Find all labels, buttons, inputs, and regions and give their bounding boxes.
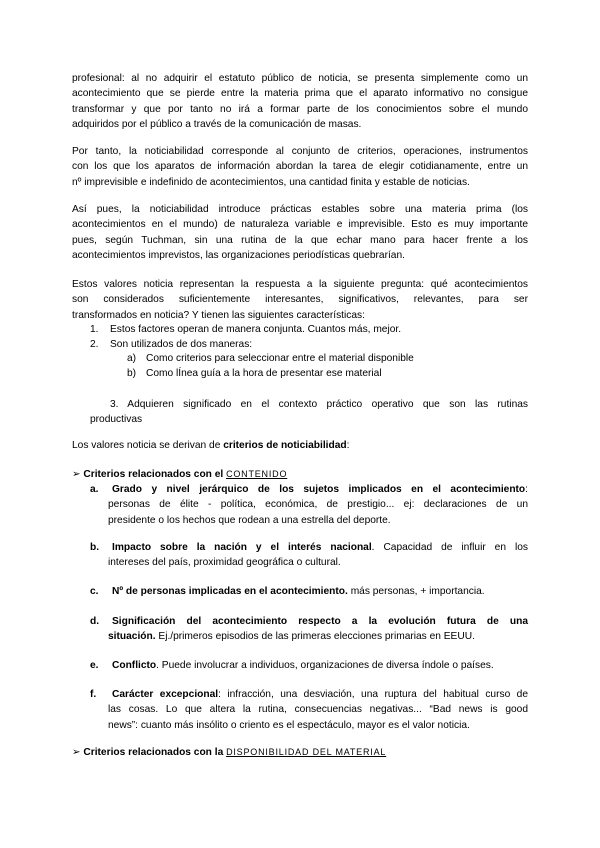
criterion-a xyxy=(90,482,528,528)
section-heading-contenido xyxy=(72,467,287,482)
text-line: transformar y que por tanto no irá a formar parte de los conocimientos sobre el mundo xyxy=(72,103,528,115)
derivation-keyword: criterios de noticiabilidad xyxy=(223,440,347,451)
criterion-line: news”: cuanto más insólito o criento es el espectáculo, mayor es el valor noticia. xyxy=(108,719,470,731)
text-line: profesional: al no adquirir el estatuto público de noticia, se presenta simplemente como un xyxy=(72,73,528,84)
criterion-d xyxy=(90,614,528,645)
section-heading-prefix: Criterios relacionados con la xyxy=(83,747,227,758)
list-number: 1. xyxy=(90,324,99,335)
criterion-title: Nº de personas implicadas en el acontecimiento. xyxy=(112,586,348,597)
paragraph-profesional xyxy=(72,71,528,132)
text-line: adquiridos por el público a través de la comunicación de masas. xyxy=(72,118,362,130)
sublist-label: b) xyxy=(127,368,137,379)
criterion-text: más personas, + importancia. xyxy=(347,586,485,597)
criterion-b xyxy=(90,540,528,571)
paragraph-noticiabilidad xyxy=(72,144,528,190)
criterion-f xyxy=(90,687,528,733)
arrow-bullet-icon: ➢ xyxy=(72,469,81,480)
text-line: Así pues, la noticiabilidad introduce prácticas estables sobre una materia prima (los xyxy=(72,204,528,215)
criterion-c xyxy=(90,584,528,599)
criterion-line xyxy=(90,482,528,497)
criterion-title: Carácter excepcional xyxy=(112,689,219,700)
criterion-text: Ej./primeros episodios de las primeras elecciones primarias en EEUU. xyxy=(155,631,475,643)
text-line: productivas xyxy=(90,414,143,426)
text-line: nº imprevisible e indefinido de acontecimientos, una cantidad finita y estable de noticias. xyxy=(72,176,470,188)
criterion-label: e. xyxy=(90,660,99,671)
section-heading-disponibilidad xyxy=(72,745,386,760)
criterion-line: personas de élite - política, económica, de prestigio... ej: declaraciones de un xyxy=(108,499,528,511)
section-heading-keyword: CONTENIDO xyxy=(226,469,288,479)
sublist-item-text: Como criterios para seleccionar entre el material disponible xyxy=(146,353,414,364)
text-line: Estos valores noticia representan la respuesta a la siguiente pregunta: qué acontecimientos xyxy=(72,279,528,290)
criterion-label: c. xyxy=(90,586,99,597)
paragraph-valores-noticia xyxy=(72,277,528,323)
criterion-label: a. xyxy=(90,484,99,495)
list-number: 2. xyxy=(90,339,99,350)
text-line: 3. Adquieren significado en el contexto práctico operativo que son las rutinas xyxy=(110,399,528,410)
criterion-title: Significación del acontecimiento respecto a la evolución futura de una xyxy=(112,616,528,627)
criterion-line: intereses del país, proximidad geográfica o cultural. xyxy=(108,557,341,569)
text-line: con los que los aparatos de información abordan la tarea de elegir cotidianamente, entre un xyxy=(72,161,528,173)
criterion-line xyxy=(90,540,528,555)
criterion-text: . Puede involucrar a individuos, organizaciones de diversa índole o países. xyxy=(156,660,494,671)
text-line: Por tanto, la noticiabilidad corresponde al conjunto de criterios, operaciones, instrumentos xyxy=(72,146,528,157)
criterion-text: : infracción, una desviación, una ruptura del habitual curso de xyxy=(218,689,529,700)
criterion-line xyxy=(90,687,528,702)
arrow-bullet-icon: ➢ xyxy=(72,747,81,758)
derivation-prefix: Los valores noticia se derivan de xyxy=(72,440,224,451)
criterion-line xyxy=(90,614,528,629)
criterion-title: Grado y nivel jerárquico de los sujetos implicados en el acontecimiento xyxy=(112,484,526,495)
criterion-line xyxy=(108,629,528,644)
criterion-label: b. xyxy=(90,542,100,553)
sublist-label: a) xyxy=(127,353,137,364)
text-line: acontecimientos imprevistos, las organizaciones periodísticas quebrarían. xyxy=(72,249,405,261)
criterion-line: las cosas. Lo que altera la rutina, consecuencias negativas... “Bad news is good xyxy=(108,704,528,716)
criterion-text: . Capacidad de influir en los xyxy=(371,542,528,553)
derivation-suffix: : xyxy=(346,440,350,451)
criterion-label: f. xyxy=(90,689,97,700)
text-line: son considerados suficientemente interesantes, significativos, relevantes, para ser xyxy=(72,294,528,306)
list-item-3 xyxy=(90,397,528,428)
sublist-item-text: Como lÍnea guía a la hora de presentar ese material xyxy=(146,368,382,379)
text-line: transformados en noticia? Y tienen las siguientes características: xyxy=(72,309,365,321)
criterion-line xyxy=(90,584,528,599)
text-line: acontecimiento que se pierde entre la materia prima que el aparato informativo no consigue xyxy=(72,88,528,100)
derivation-sentence xyxy=(72,438,349,453)
list-item-text: Estos factores operan de manera conjunta. Cuantos más, mejor. xyxy=(110,324,402,335)
criterion-label: d. xyxy=(90,616,100,627)
criterion-title-continued: situación. xyxy=(108,631,156,643)
criterion-line: presidente o los hechos que rodean a una estrella del deporte. xyxy=(108,514,391,526)
criterion-text: : xyxy=(525,484,528,495)
text-line: acontecimientos en el mundo) de naturaleza variable e imprevisible. Esto es muy importante xyxy=(72,219,528,231)
criterion-title: Impacto sobre la nación y el interés nacional xyxy=(112,542,372,553)
paragraph-practicas xyxy=(72,202,528,263)
section-heading-keyword: DISPONIBILIDAD DEL MATERIAL xyxy=(226,747,387,757)
list-item-text: Son utilizados de dos maneras: xyxy=(110,339,253,350)
section-heading-prefix: Criterios relacionados con el xyxy=(83,469,227,480)
criterion-e xyxy=(90,658,528,673)
text-line: pues, según Tuchman, sin una rutina de la que echar mano para hacer frente a los xyxy=(72,234,528,246)
criterion-line xyxy=(90,658,528,673)
criterion-title: Conflicto xyxy=(112,660,157,671)
